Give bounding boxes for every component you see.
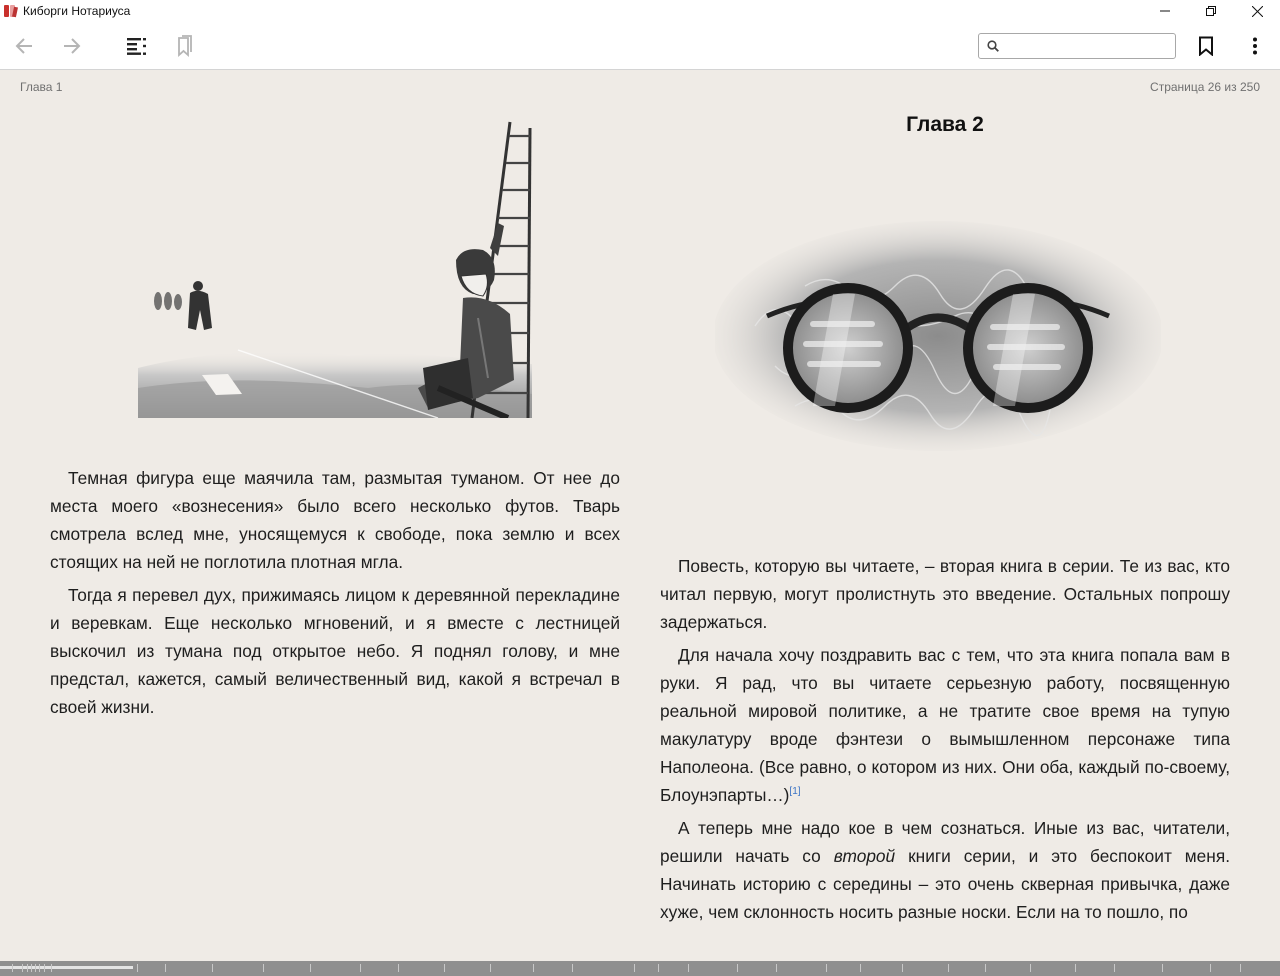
bookmarks-icon bbox=[175, 35, 195, 57]
chapter-tick bbox=[27, 964, 28, 972]
chapter-tick bbox=[948, 964, 949, 972]
book-spread[interactable] bbox=[0, 71, 1280, 961]
chapter-tick bbox=[263, 964, 264, 972]
progress-fill bbox=[0, 966, 133, 969]
chapter-tick bbox=[51, 964, 52, 972]
restore-button[interactable] bbox=[1188, 0, 1234, 22]
chapter-tick bbox=[658, 964, 659, 972]
chapter-tick bbox=[688, 964, 689, 972]
bookmarks-list-button[interactable] bbox=[171, 32, 199, 60]
chapter-tick bbox=[1030, 964, 1031, 972]
chapter-tick bbox=[776, 964, 777, 972]
app-book-icon bbox=[3, 4, 19, 18]
minimize-button[interactable] bbox=[1142, 0, 1188, 22]
paragraph-text: книги серии, и это беспокоит меня. Начинать историю с середины – это очень скверная привычка, даже хуже, чем склонность носить разные носки. Если на то пошло, по bbox=[660, 846, 1230, 922]
chapter-tick bbox=[12, 964, 13, 972]
chapter-heading: Глава 2 bbox=[906, 113, 984, 136]
chapter-tick bbox=[165, 964, 166, 972]
chapter-tick bbox=[490, 964, 491, 972]
title-bar bbox=[0, 0, 1280, 22]
chapter-tick bbox=[398, 964, 399, 972]
chapter-tick bbox=[31, 964, 32, 972]
chapter-tick bbox=[360, 964, 361, 972]
paragraph: Повесть, которую вы читаете, – вторая книга в серии. Те из вас, кто читал первую, могут пролистнуть это введение. Остальных попрошу задержаться. bbox=[660, 556, 1230, 632]
toc-list-icon bbox=[127, 37, 147, 55]
chapter-tick bbox=[444, 964, 445, 972]
right-page-text bbox=[660, 552, 1230, 931]
chapter-tick bbox=[39, 964, 40, 972]
more-vertical-icon bbox=[1252, 37, 1258, 55]
chapter-illustration-glasses bbox=[715, 216, 1161, 466]
chapter-tick bbox=[572, 964, 573, 972]
chapter-tick bbox=[44, 964, 45, 972]
reading-progress-slider[interactable] bbox=[0, 961, 1280, 976]
chapter-tick bbox=[985, 964, 986, 972]
bookmark-icon bbox=[1198, 36, 1214, 56]
chapter-tick bbox=[35, 964, 36, 972]
chapter-tick bbox=[137, 964, 138, 972]
table-of-contents-button[interactable] bbox=[123, 32, 151, 60]
chapter-tick bbox=[1162, 964, 1163, 972]
search-field[interactable] bbox=[978, 33, 1176, 59]
chapter-tick bbox=[1075, 964, 1076, 972]
paragraph bbox=[660, 641, 1230, 809]
chapter-tick bbox=[1114, 964, 1115, 972]
arrow-right-icon bbox=[62, 36, 82, 56]
paragraph-text: Для начала хочу поздравить вас с тем, что эта книга попала вам в руки. Я рад, что вы читаете серьезную работу, посвященную реальной мировой политике, а не тратите свое время на тупую макулатуру вроде фэнтези о вымышленном персонаже типа Наполеона. (Все равно, о котором из них. Они оба, каждый по-своему, Блоунэпарты…) bbox=[660, 645, 1230, 805]
more-options-button[interactable] bbox=[1241, 32, 1269, 60]
forward-button[interactable] bbox=[58, 32, 86, 60]
search-icon bbox=[987, 40, 999, 52]
chapter-tick bbox=[533, 964, 534, 972]
chapter-tick bbox=[1240, 964, 1241, 972]
chapter-tick bbox=[1210, 964, 1211, 972]
chapter-tick bbox=[737, 964, 738, 972]
reader-toolbar bbox=[0, 22, 1280, 70]
close-window-button[interactable] bbox=[1234, 0, 1280, 22]
window-controls bbox=[1142, 0, 1280, 22]
running-head-chapter: Глава 1 bbox=[20, 80, 63, 94]
close-icon bbox=[1252, 6, 1263, 17]
restore-icon bbox=[1206, 6, 1216, 16]
chapter-tick bbox=[860, 964, 861, 972]
chapter-tick bbox=[310, 964, 311, 972]
paragraph: Тогда я перевел дух, прижимаясь лицом к деревянной перекладине и веревкам. Еще несколько мгновений, и я вместе с лестницей выскочил из тумана под открытое небо. Я поднял голову, и мне предстал, кажется, самый величественный вид, какой я встречал в своей жизни. bbox=[50, 585, 620, 717]
window-title: Киборги Нотариуса bbox=[23, 4, 131, 18]
page-counter: Страница 26 из 250 bbox=[1150, 80, 1260, 94]
emphasis-text: второй bbox=[833, 846, 896, 866]
minimize-icon bbox=[1160, 6, 1170, 16]
paragraph: Темная фигура еще маячила там, размытая туманом. От нее до места моего «вознесения» было всего несколько футов. Тварь смотрела вслед мне, уносящемуся к свободе, пока землю и всех стоящих на ней не поглотила плотная мгла. bbox=[50, 468, 620, 572]
chapter-tick bbox=[826, 964, 827, 972]
chapter-tick bbox=[22, 964, 23, 972]
chapter-tick bbox=[212, 964, 213, 972]
add-bookmark-button[interactable] bbox=[1192, 32, 1220, 60]
chapter-illustration-ladder bbox=[138, 118, 532, 418]
paragraph-text: А теперь мне надо кое в чем сознаться. Иные из вас, читатели, решили начать со bbox=[660, 818, 1230, 866]
arrow-left-icon bbox=[14, 36, 34, 56]
chapter-tick bbox=[902, 964, 903, 972]
back-button[interactable] bbox=[10, 32, 38, 60]
chapter-tick bbox=[634, 964, 635, 972]
footnote-link[interactable]: [1] bbox=[789, 786, 801, 798]
search-input[interactable] bbox=[1003, 35, 1173, 57]
paragraph bbox=[660, 814, 1230, 926]
left-page-text bbox=[50, 464, 620, 726]
